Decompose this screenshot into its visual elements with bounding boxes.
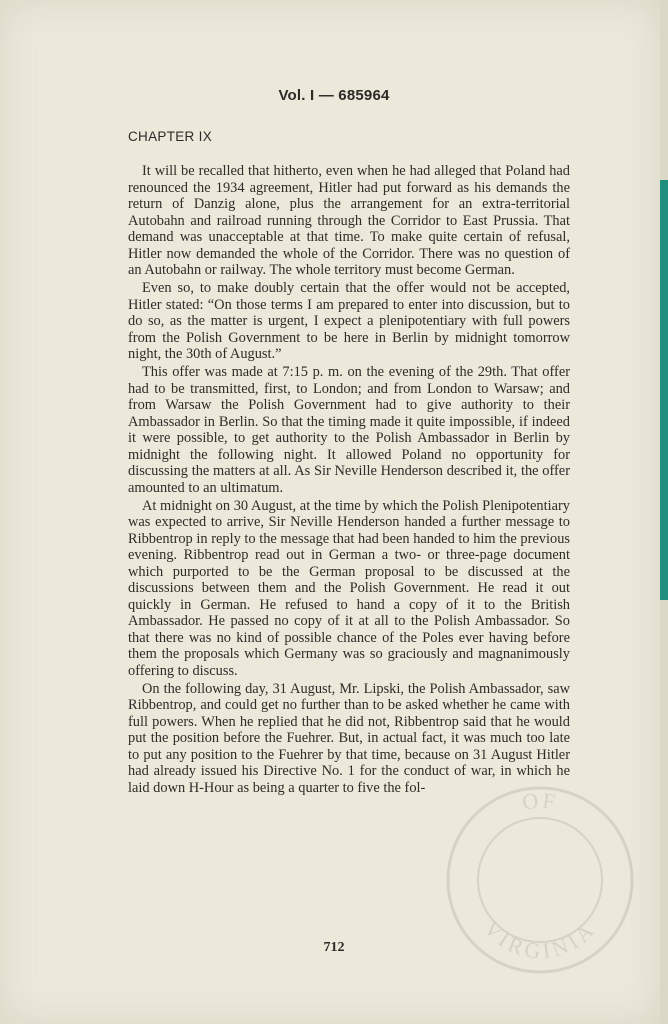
university-seal-watermark (440, 780, 640, 980)
paragraph: On the following day, 31 August, Mr. Lipski, the Polish Ambassador, saw Ribbentrop, and could get no further than to be asked whether he came with full powers. When he replied that he did not, Ribbentrop said that he would put the position before the Fuehrer. But, in actual fact, it was much too late to put any position to the Fuehrer by that time, because on 31 August Hitler had already issued his Directive No. 1 for the conduct of war, in which he laid down H-Hour as being a quarter to five the fol- (128, 680, 570, 796)
seal-text-bottom: VIRGINIA (479, 915, 601, 964)
paragraph: It will be recalled that hitherto, even when he had alleged that Poland had renounced the 1934 agreement, Hitler had put forward as his demands the return of Danzig alone, plus the arrangement for an extra-territorial Autobahn and railroad running through the Corridor to East Prussia. That demand was unacceptable at that time. To make quite certain of refusal, Hitler now demanded the whole of the Corridor. There was no question of an Autobahn or railway. The whole territory must become German. (128, 163, 570, 278)
chapter-title: CHAPTER IX (128, 129, 213, 144)
svg-text:OF (521, 788, 559, 815)
page-number: 712 (323, 940, 345, 955)
paragraph: Even so, to make doubly certain that the offer would not be accepted, Hitler stated: “On those terms I am prepared to enter into discussion, but to do so, as the matter is urgent, I expect a plenipotentiary with full powers from the Polish Government to be here in Berlin by midnight tomorrow night, the 30th of August.” (128, 280, 570, 362)
volume-header: Vol. I — 685964 (278, 87, 390, 104)
paragraph: At midnight on 30 August, at the time by which the Polish Plenipotentiary was expected to arrive, Sir Neville Henderson handed a further message to Ribbentrop in reply to the message that had been handed to him the previous evening. Ribbentrop read out in German a two- or three-page document which purported to be the German proposal to be discussed at the discussions between them and the Polish Government. He read it out quickly in German. He refused to hand a copy of it to the British Ambassador. He passed no copy of it at all to the Polish Ambassador. So that there was no kind of possible chance of the Poles ever having before them the proposals which Germany was so graciously and magnanimously offering to discuss. (128, 497, 570, 679)
paragraph: This offer was made at 7:15 p. m. on the evening of the 29th. That offer had to be transmitted, first, to London; and from London to Warsaw; and from Warsaw the Polish Government had to give authority to their Ambassador in Berlin. So that the timing made it quite impossible, if indeed it were possible, to get authority to the Polish Ambassador in Berlin by midnight the following night. It allowed Poland no opportunity for discussing the matters at all. As Sir Neville Henderson described it, the offer amounted to an ultimatum. (128, 364, 570, 496)
body-text (128, 163, 570, 798)
svg-text:VIRGINIA (479, 916, 601, 964)
seal-text-top: OF (521, 787, 560, 815)
edge-tab-marker (660, 180, 668, 600)
